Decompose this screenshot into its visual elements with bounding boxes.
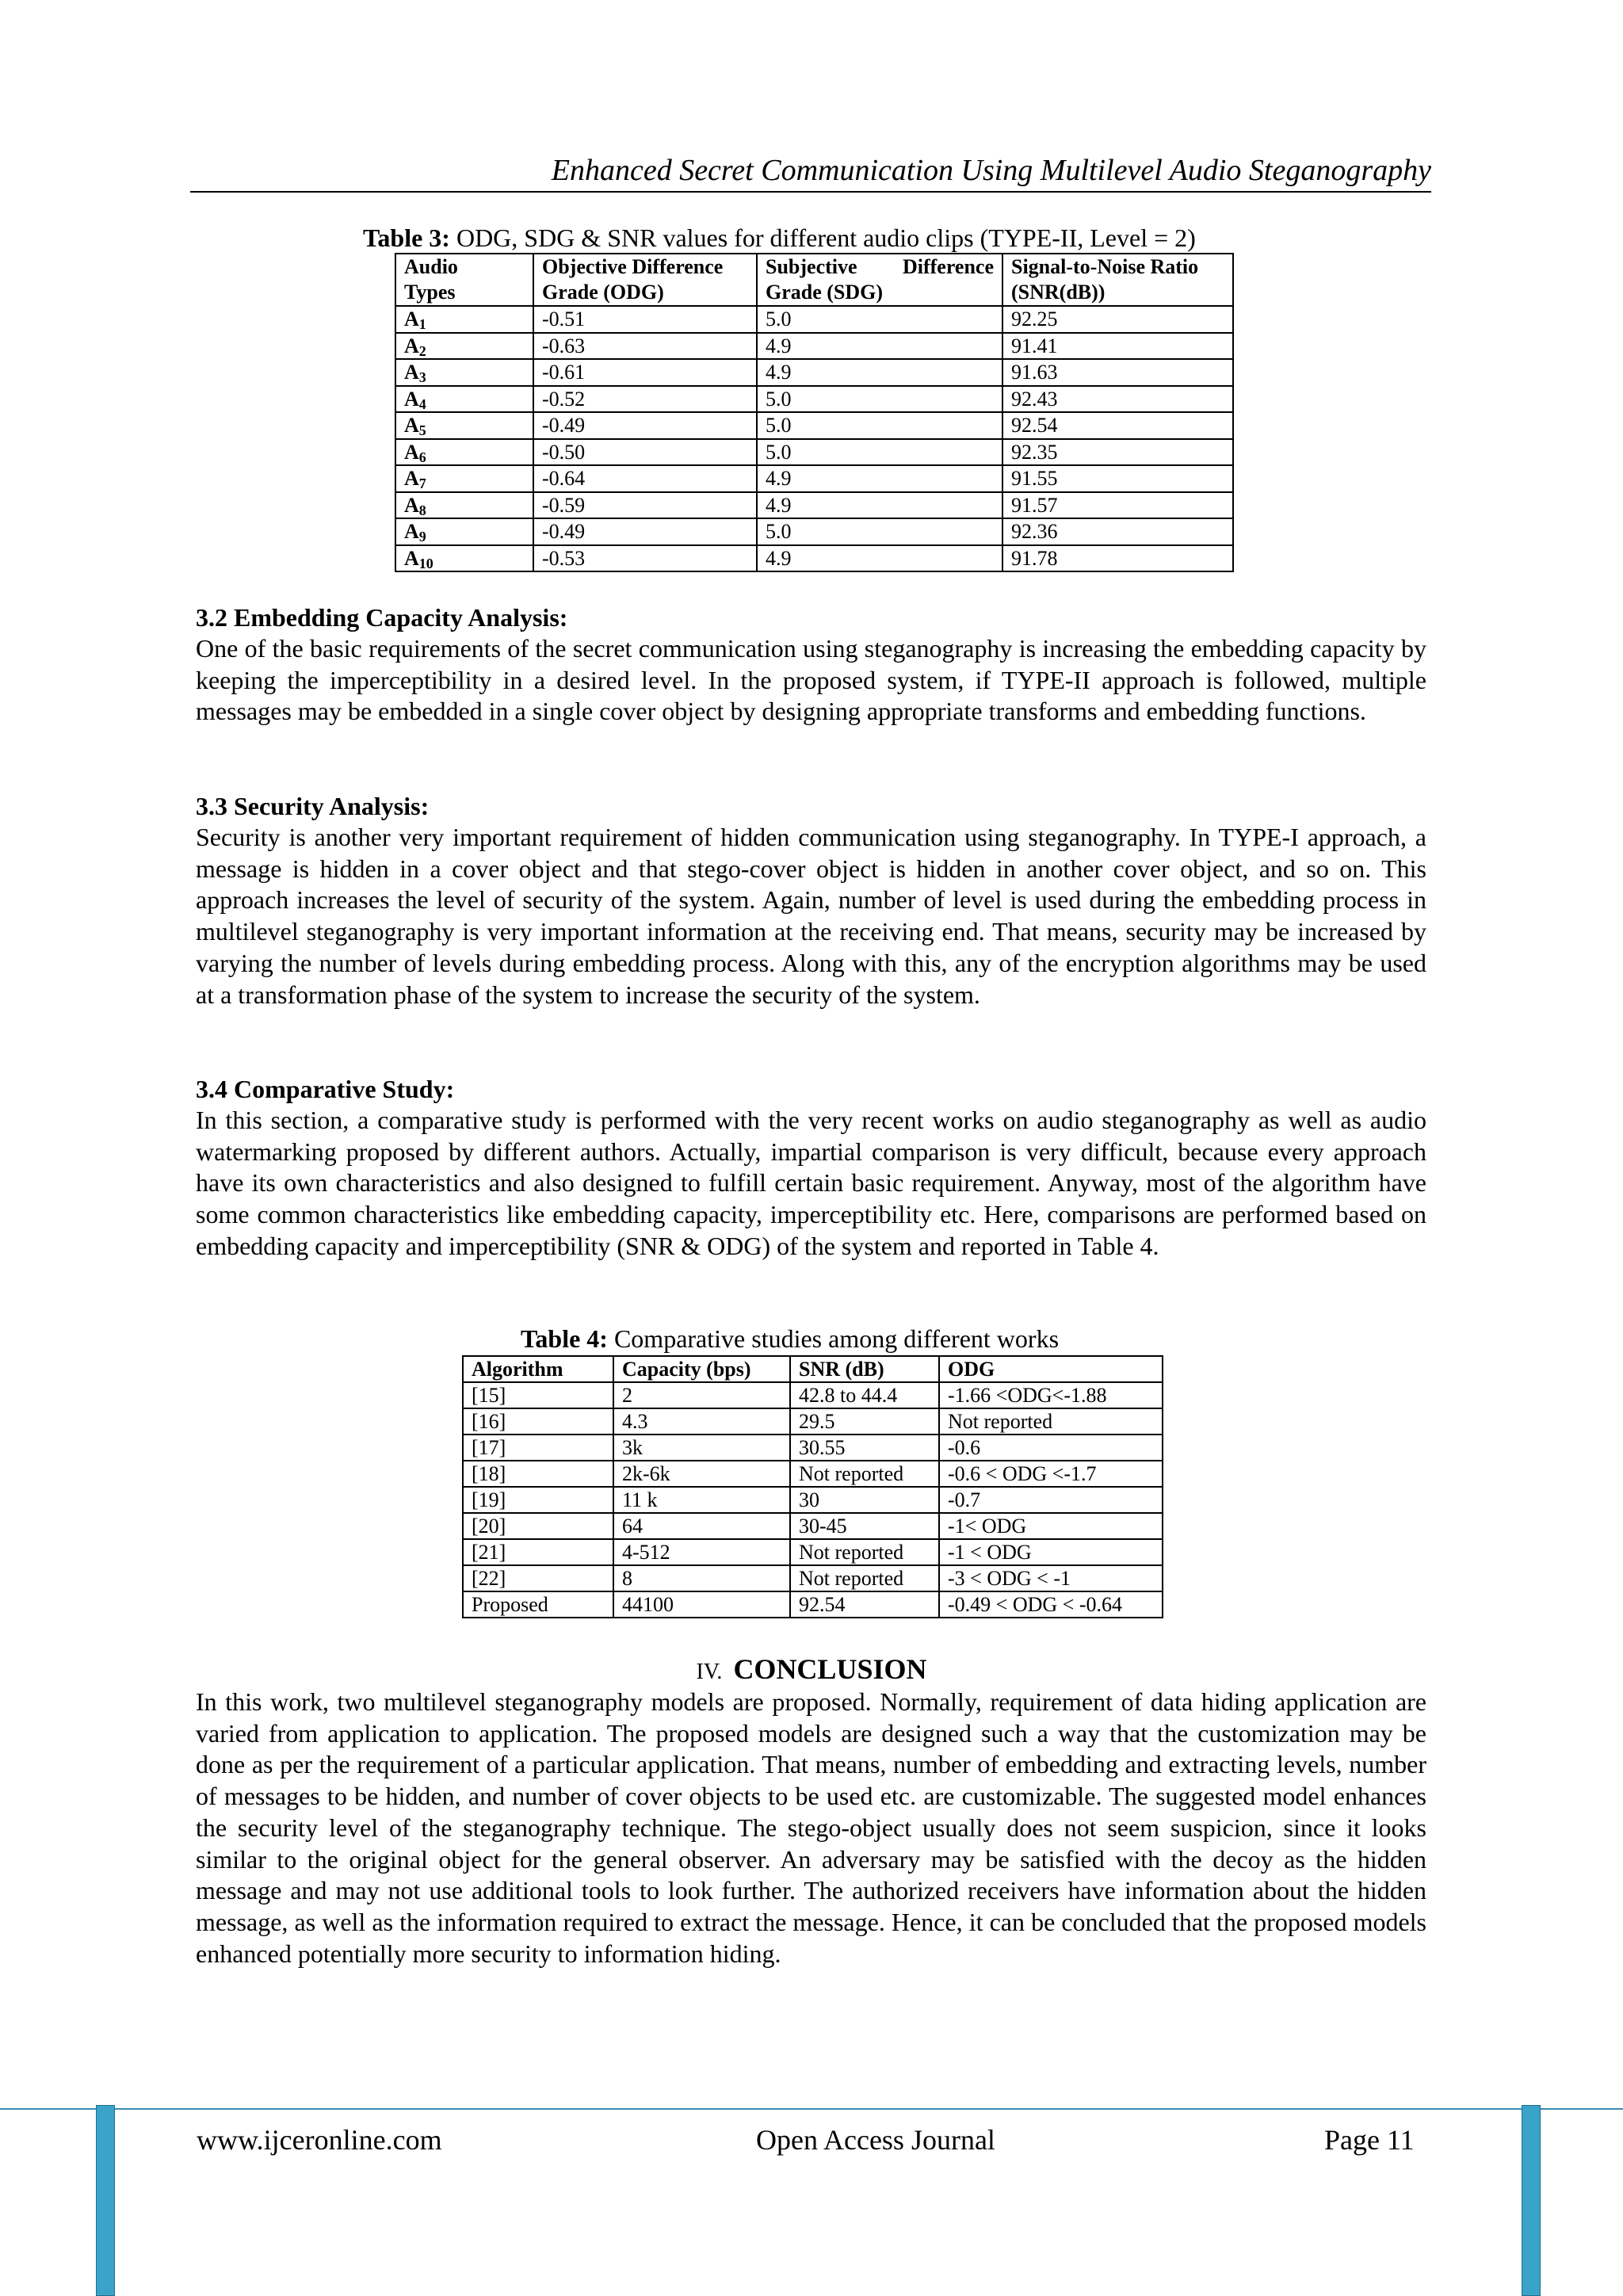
table3-cell-sdg: 5.0 — [757, 439, 1002, 466]
table3-body — [395, 306, 1233, 571]
table4-cell-algorithm: [18] — [463, 1461, 613, 1487]
table3-cell-odg: -0.50 — [533, 439, 757, 466]
table3-cell-snr: 91.63 — [1002, 359, 1233, 386]
table4-cell-algorithm: [15] — [463, 1382, 613, 1408]
table4-cell-capacity: 4.3 — [613, 1408, 790, 1435]
table3-header-sdg: Subjective Difference Grade (SDG) — [757, 254, 1002, 306]
table4-body — [463, 1382, 1163, 1618]
table3-cell-snr: 92.43 — [1002, 386, 1233, 413]
table3-cell-sdg: 5.0 — [757, 412, 1002, 439]
header-rule — [190, 191, 1431, 193]
table4-cell-algorithm: [22] — [463, 1565, 613, 1591]
table4-cell-odg: -0.6 — [939, 1435, 1163, 1461]
running-header: Enhanced Secret Communication Using Multilevel Audio Steganography — [551, 154, 1431, 187]
table3-row — [395, 492, 1233, 519]
footer-rule — [0, 2108, 1623, 2110]
table4-row — [463, 1513, 1163, 1539]
table4-header-odg: ODG — [939, 1356, 1163, 1382]
table3-cell-audio: $A_7$ — [395, 465, 533, 492]
table3-cell-sdg: 4.9 — [757, 492, 1002, 519]
table3-cell-audio: $A_9$ — [395, 518, 533, 545]
table4-cell-capacity: 44100 — [613, 1591, 790, 1618]
table4-header-capacity: Capacity (bps) — [613, 1356, 790, 1382]
conclusion-paragraph: In this work, two multilevel steganography models are proposed. Normally, requirement of data hiding application are varied from application to application. The proposed models are designed such a way that the customization may be done as per the requirement of a particular application. That means, number of embedding and extracting levels, number of messages to be hidden, and number of cover objects to be used etc. are customizable. The suggested model enhances the security level of the steganography technique. The stego-object usually does not seem suspicion, since it looks similar to the original object for the general observer. An adversary may be satisfied with the decoy as the hidden message and may not use additional tools to look further. The authorized receivers have information about the hidden message, as well as the information required to extract the message. Hence, it can be concluded that the proposed models enhanced potentially more security to information hiding. — [196, 1687, 1426, 1968]
table3-cell-odg: -0.63 — [533, 333, 757, 360]
table3-row — [395, 359, 1233, 386]
table3-cell-audio: $A_{10}$ — [395, 545, 533, 572]
table3-cell-snr: 91.55 — [1002, 465, 1233, 492]
table3-header-odg: Objective Difference Grade (ODG) — [533, 254, 757, 306]
table3-header-audio: Audio Types — [395, 254, 533, 306]
footer-left-bar — [96, 2105, 115, 2296]
table4-cell-algorithm: Proposed — [463, 1591, 613, 1618]
table3-cell-snr: 92.36 — [1002, 518, 1233, 545]
table3-row — [395, 545, 1233, 572]
table3-row — [395, 439, 1233, 466]
table3-cell-snr: 91.41 — [1002, 333, 1233, 360]
table3-header-snr: Signal-to-Noise Ratio (SNR(dB)) — [1002, 254, 1233, 306]
table3-cell-audio: $A_3$ — [395, 359, 533, 386]
conclusion-section-number: IV. — [696, 1660, 723, 1684]
table4-cell-snr: 29.5 — [790, 1408, 939, 1435]
table3-caption-label: Table 3: — [363, 223, 450, 252]
table4-cell-snr: Not reported — [790, 1539, 939, 1565]
table3-cell-sdg: 5.0 — [757, 306, 1002, 333]
table4-cell-algorithm: [16] — [463, 1408, 613, 1435]
table3-cell-sdg: 5.0 — [757, 386, 1002, 413]
table4-row — [463, 1435, 1163, 1461]
table3-cell-odg: -0.61 — [533, 359, 757, 386]
footer-journal: Open Access Journal — [756, 2124, 995, 2156]
table4-cell-capacity: 8 — [613, 1565, 790, 1591]
table4-row — [463, 1487, 1163, 1513]
table3-row — [395, 412, 1233, 439]
table4-cell-capacity: 2 — [613, 1382, 790, 1408]
table4-cell-snr: 42.8 to 44.4 — [790, 1382, 939, 1408]
table3-cell-odg: -0.59 — [533, 492, 757, 519]
section-3-2-paragraph: One of the basic requirements of the secret communication using steganography is increasing the embedding capacity by keeping the imperceptibility in a desired level. In the proposed system, if TYPE-II approach is followed, multiple messages may be embedded in a single cover object by designing appropriate transforms and embedding functions. — [196, 634, 1426, 726]
table4-row — [463, 1591, 1163, 1618]
table4-cell-snr: 30 — [790, 1487, 939, 1513]
table4-cell-capacity: 3k — [613, 1435, 790, 1461]
section-3-4-heading: 3.4 Comparative Study: — [196, 1075, 455, 1103]
table3-caption — [363, 222, 1196, 254]
table4-cell-snr: 30-45 — [790, 1513, 939, 1539]
table3-cell-audio: $A_6$ — [395, 439, 533, 466]
table4-row — [463, 1461, 1163, 1487]
conclusion-heading — [0, 1652, 1623, 1690]
table3-cell-audio: $A_4$ — [395, 386, 533, 413]
table3-row — [395, 306, 1233, 333]
table4-cell-odg: -0.49 < ODG < -0.64 — [939, 1591, 1163, 1618]
table3-cell-odg: -0.51 — [533, 306, 757, 333]
table4-header-row — [463, 1356, 1163, 1382]
table3-row — [395, 333, 1233, 360]
table3-header-row — [395, 254, 1233, 306]
table3-cell-sdg: 5.0 — [757, 518, 1002, 545]
footer-website: www.ijceronline.com — [197, 2124, 442, 2156]
table4-row — [463, 1565, 1163, 1591]
table3-cell-odg: -0.49 — [533, 412, 757, 439]
footer-right-bar — [1522, 2105, 1541, 2296]
table3-cell-odg: -0.64 — [533, 465, 757, 492]
table3-cell-snr: 92.25 — [1002, 306, 1233, 333]
table4 — [462, 1355, 1163, 1618]
table4-cell-odg: -1 < ODG — [939, 1539, 1163, 1565]
table4-cell-odg: -1.66 <ODG<-1.88 — [939, 1382, 1163, 1408]
table4-cell-odg: Not reported — [939, 1408, 1163, 1435]
table4-cell-odg: -3 < ODG < -1 — [939, 1565, 1163, 1591]
conclusion-title: CONCLUSION — [733, 1653, 927, 1685]
table4-caption-label: Table 4: — [521, 1324, 608, 1353]
table3-cell-snr: 92.54 — [1002, 412, 1233, 439]
table4-caption — [521, 1323, 1059, 1354]
table4-caption-text: Comparative studies among different works — [607, 1324, 1060, 1353]
table4-header-snr: SNR (dB) — [790, 1356, 939, 1382]
table4-cell-capacity: 2k-6k — [613, 1461, 790, 1487]
table4-header-algorithm: Algorithm — [463, 1356, 613, 1382]
table3-row — [395, 386, 1233, 413]
table3-cell-odg: -0.53 — [533, 545, 757, 572]
table3-row — [395, 518, 1233, 545]
table4-cell-capacity: 64 — [613, 1513, 790, 1539]
table3-cell-odg: -0.52 — [533, 386, 757, 413]
table4-cell-odg: -0.7 — [939, 1487, 1163, 1513]
table3-cell-odg: -0.49 — [533, 518, 757, 545]
table3-row — [395, 465, 1233, 492]
section-3-3-paragraph: Security is another very important requirement of hidden communication using steganography. In TYPE-I approach, a message is hidden in a cover object and that stego-cover object is hidden in another cover object, and so on. This approach increases the level of security of the system. Again, number of level is used during the embedding process in multilevel steganography is very important information at the receiving end. That means, security may be increased by varying the number of levels during embedding process. Along with this, any of the encryption algorithms may be used at a transformation phase of the system to increase the security of the system. — [196, 823, 1426, 1009]
table4-row — [463, 1539, 1163, 1565]
table4-cell-algorithm: [17] — [463, 1435, 613, 1461]
table4-cell-snr: 92.54 — [790, 1591, 939, 1618]
table4-cell-snr: Not reported — [790, 1565, 939, 1591]
table4-cell-capacity: 4-512 — [613, 1539, 790, 1565]
section-3-2-heading: 3.2 Embedding Capacity Analysis: — [196, 603, 568, 632]
table3-cell-snr: 91.78 — [1002, 545, 1233, 572]
table4-cell-algorithm: [20] — [463, 1513, 613, 1539]
table3-cell-snr: 91.57 — [1002, 492, 1233, 519]
section-3-4-paragraph: In this section, a comparative study is performed with the very recent works on audio steganography as well as audio watermarking proposed by different authors. Actually, impartial comparison is very difficult, because every approach have its own characteristics and also designed to fulfill certain basic requirement. Anyway, most of the algorithm have some common characteristics like embedding capacity, imperceptibility etc. Here, comparisons are performed based on embedding capacity and imperceptibility (SNR & ODG) of the system and reported in Table 4. — [196, 1106, 1426, 1260]
table4-cell-snr: 30.55 — [790, 1435, 939, 1461]
section-3-3-heading: 3.3 Security Analysis: — [196, 792, 430, 820]
table3-cell-audio: $A_5$ — [395, 412, 533, 439]
table3-cell-audio: $A_8$ — [395, 492, 533, 519]
table3-cell-audio: $A_2$ — [395, 333, 533, 360]
table3-cell-sdg: 4.9 — [757, 359, 1002, 386]
table3 — [395, 253, 1234, 572]
table4-cell-capacity: 11 k — [613, 1487, 790, 1513]
table4-row — [463, 1408, 1163, 1435]
table4-cell-snr: Not reported — [790, 1461, 939, 1487]
table4-cell-odg: -0.6 < ODG <-1.7 — [939, 1461, 1163, 1487]
footer-page-number: Page 11 — [1324, 2124, 1415, 2156]
table4-cell-algorithm: [21] — [463, 1539, 613, 1565]
table4-cell-odg: -1< ODG — [939, 1513, 1163, 1539]
table3-cell-sdg: 4.9 — [757, 465, 1002, 492]
table3-cell-sdg: 4.9 — [757, 333, 1002, 360]
table3-caption-text: ODG, SDG & SNR values for different audio clips (TYPE-II, Level = 2) — [449, 223, 1196, 252]
table4-row — [463, 1382, 1163, 1408]
table3-cell-sdg: 4.9 — [757, 545, 1002, 572]
table3-cell-audio: $A_1$ — [395, 306, 533, 333]
table3-cell-snr: 92.35 — [1002, 439, 1233, 466]
table4-cell-algorithm: [19] — [463, 1487, 613, 1513]
